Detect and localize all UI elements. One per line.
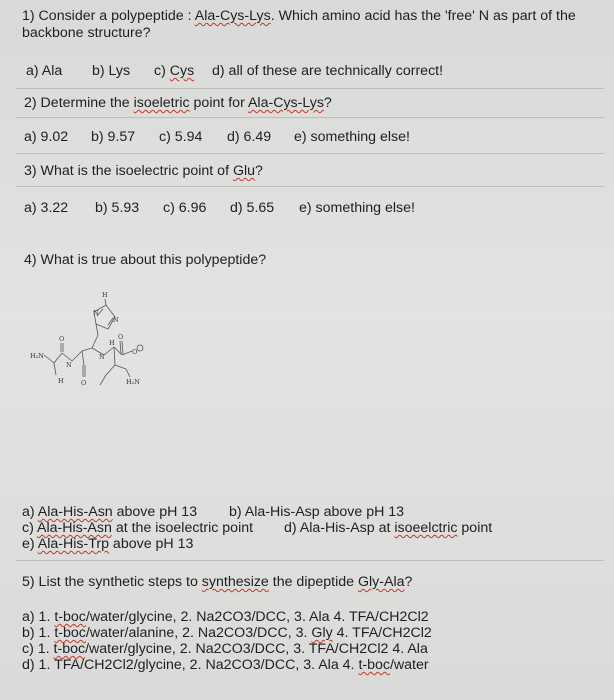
q2-option-a[interactable]: a) 9.02 — [24, 129, 69, 145]
q4-option-a[interactable]: a) Ala-His-Asn above pH 13 — [22, 504, 198, 520]
divider — [16, 560, 604, 561]
q2-question: 2) Determine the isoeletric point for Ala-Cys-Lys? — [24, 95, 332, 111]
atom-label: N — [93, 309, 99, 317]
q1-option-b[interactable]: b) Lys — [92, 63, 131, 79]
q2-option-b[interactable]: b) 9.57 — [91, 129, 136, 145]
q5-option-c[interactable]: c) 1. t-boc/water/glycine, 2. Na2CO3/DCC, 3. TFA/CH2Cl2 4. Ala — [22, 641, 428, 657]
q1-peptide: Ala-Cys-Lys — [194, 8, 271, 24]
q3-question: 3) What is the isoelectric point of Glu? — [24, 163, 263, 179]
q4-option-b[interactable]: b) Ala-His-Asp above pH 13 — [229, 504, 405, 520]
q4-option-e[interactable]: e) Ala-His-Trp above pH 13 — [22, 536, 194, 552]
atom-label: H — [58, 377, 64, 385]
atom-label: O — [59, 335, 65, 343]
atom-label: H — [109, 339, 115, 347]
q3-option-c[interactable]: c) 6.96 — [163, 200, 207, 216]
q4-option-d[interactable]: d) Ala-His-Asp at isoeelctric point — [284, 520, 493, 536]
q5-option-a[interactable]: a) 1. t-boc/water/glycine, 2. Na2CO3/DCC, 3. Ala 4. TFA/CH2Cl2 — [22, 609, 429, 625]
q1-text-line1: 1) Consider a polypeptide : Ala-Cys-Lys. Which amino acid has the 'free' N as part of the — [22, 8, 576, 24]
atom-label: H — [102, 291, 108, 299]
q2-option-e[interactable]: e) something else! — [294, 129, 410, 145]
q2-option-d[interactable]: d) 6.49 — [227, 129, 272, 145]
q3-option-d[interactable]: d) 5.65 — [230, 200, 275, 216]
atom-label: N — [113, 316, 119, 324]
q4-option-c[interactable]: c) Ala-His-Asn at the isoelectric point — [22, 520, 254, 536]
q1-text-line2: backbone structure? — [22, 25, 151, 41]
divider — [16, 186, 604, 187]
q1-option-a[interactable]: a) Ala — [26, 63, 63, 79]
atom-label: O — [81, 379, 87, 387]
q1-option-d[interactable]: d) all of these are technically correct! — [212, 63, 444, 79]
divider — [16, 88, 604, 89]
q5-question: 5) List the synthetic steps to synthesize the dipeptide Gly-Ala? — [22, 574, 413, 590]
q5-option-d[interactable]: d) 1. TFA/CH2Cl2/glycine, 2. Na2CO3/DCC, 3. Ala 4. t-boc/water — [22, 657, 429, 673]
q5-option-b[interactable]: b) 1. t-boc/water/alanine, 2. Na2CO3/DCC, 3. Gly 4. TFA/CH2Cl2 — [22, 625, 432, 641]
divider — [16, 153, 604, 154]
q3-option-a[interactable]: a) 3.22 — [24, 200, 69, 216]
polypeptide-structure — [14, 285, 164, 405]
atom-label: H₂N — [30, 352, 44, 360]
atom-label: H₂N — [126, 378, 140, 386]
atom-label: N — [66, 361, 72, 369]
q2-option-c[interactable]: c) 5.94 — [159, 129, 203, 145]
divider — [16, 117, 604, 118]
q3-option-e[interactable]: e) something else! — [299, 200, 415, 216]
q3-option-b[interactable]: b) 5.93 — [95, 200, 140, 216]
q1-option-c[interactable]: c) Cys — [154, 63, 195, 79]
q4-question: 4) What is true about this polypeptide? — [24, 252, 267, 268]
atom-label: N — [99, 353, 105, 361]
atom-label: O — [118, 333, 124, 341]
atom-label: O — [132, 348, 138, 356]
